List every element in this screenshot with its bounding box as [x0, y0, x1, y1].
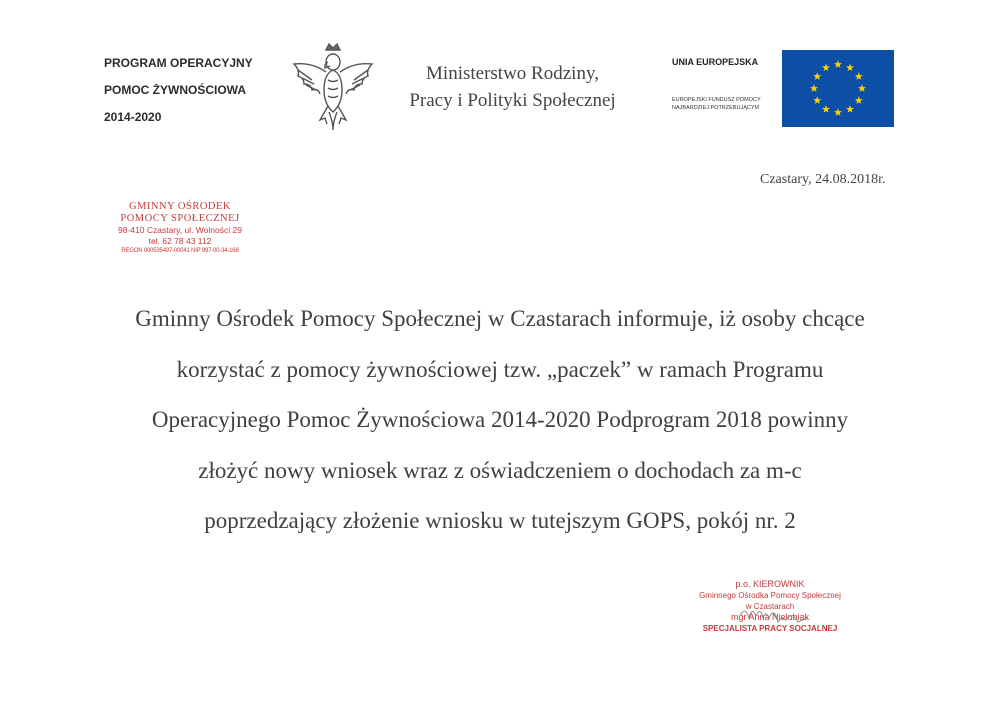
stamp-line: GMINNY OŚRODEK: [129, 201, 231, 212]
stamp-line: 98-410 Czastary, ul. Wolności 29: [118, 225, 242, 235]
ministry-name: [385, 60, 640, 114]
eu-flag-icon: [782, 50, 894, 127]
eu-title: UNIA EUROPEJSKA: [672, 57, 759, 67]
body-line: korzystać z pomocy żywnościowej tzw. „paczek” w ramach Programu: [176, 356, 824, 382]
eu-fund-line: EUROPEJSKI FUNDUSZ POMOCY: [672, 97, 761, 103]
signature-line: w Czastarach: [745, 602, 795, 611]
ministry-line: Pracy i Polityki Społecznej: [409, 90, 616, 111]
office-stamp: [100, 201, 260, 256]
handwritten-signature: [735, 600, 815, 626]
body-line: Gminny Ośrodek Pomocy Społecznej w Czastarach informuje, iż osoby chcące: [135, 306, 865, 331]
signature-line: mgr Anna Nielubiak: [730, 612, 810, 622]
signature-line: Gminnego Ośrodka Pomocy Społecznej: [699, 591, 841, 600]
program-title: [104, 50, 294, 131]
body-line: Operacyjnego Pomoc Żywnościowa 2014-2020 Podprogram 2018 powinny: [151, 407, 849, 432]
program-line: POMOC ŻYWNOŚCIOWA: [104, 83, 246, 97]
eu-fund-line: NAJBARDZIEJ POTRZEBUJĄCYM: [672, 105, 760, 111]
body-line: złożyć nowy wniosek wraz z oświadczeniem o dochodach za m-c: [198, 457, 802, 483]
stamp-line: POMOCY SPOŁECZNEJ: [120, 213, 240, 224]
program-line: PROGRAM OPERACYJNY: [104, 56, 253, 70]
eu-fund-name: [672, 96, 782, 112]
stamp-line: tel. 62 78 43 112: [148, 236, 212, 246]
announcement-body: [30, 294, 970, 547]
body-line: poprzedzający złożenie wniosku w tutejszym GOPS, pokój nr. 2: [204, 508, 796, 533]
signature-line: SPECJALISTA PRACY SOCJALNEJ: [702, 624, 838, 633]
eagle-emblem-icon: [288, 40, 378, 132]
program-line: 2014-2020: [104, 110, 162, 124]
signature-line: p.o. KIEROWNIK: [735, 579, 805, 589]
document-date: Czastary, 24.08.2018r.: [760, 172, 886, 187]
ministry-line: Ministerstwo Rodziny,: [426, 63, 599, 84]
stamp-line: REGON 000535497-00041 NIP 997-00-34-168: [121, 248, 239, 254]
